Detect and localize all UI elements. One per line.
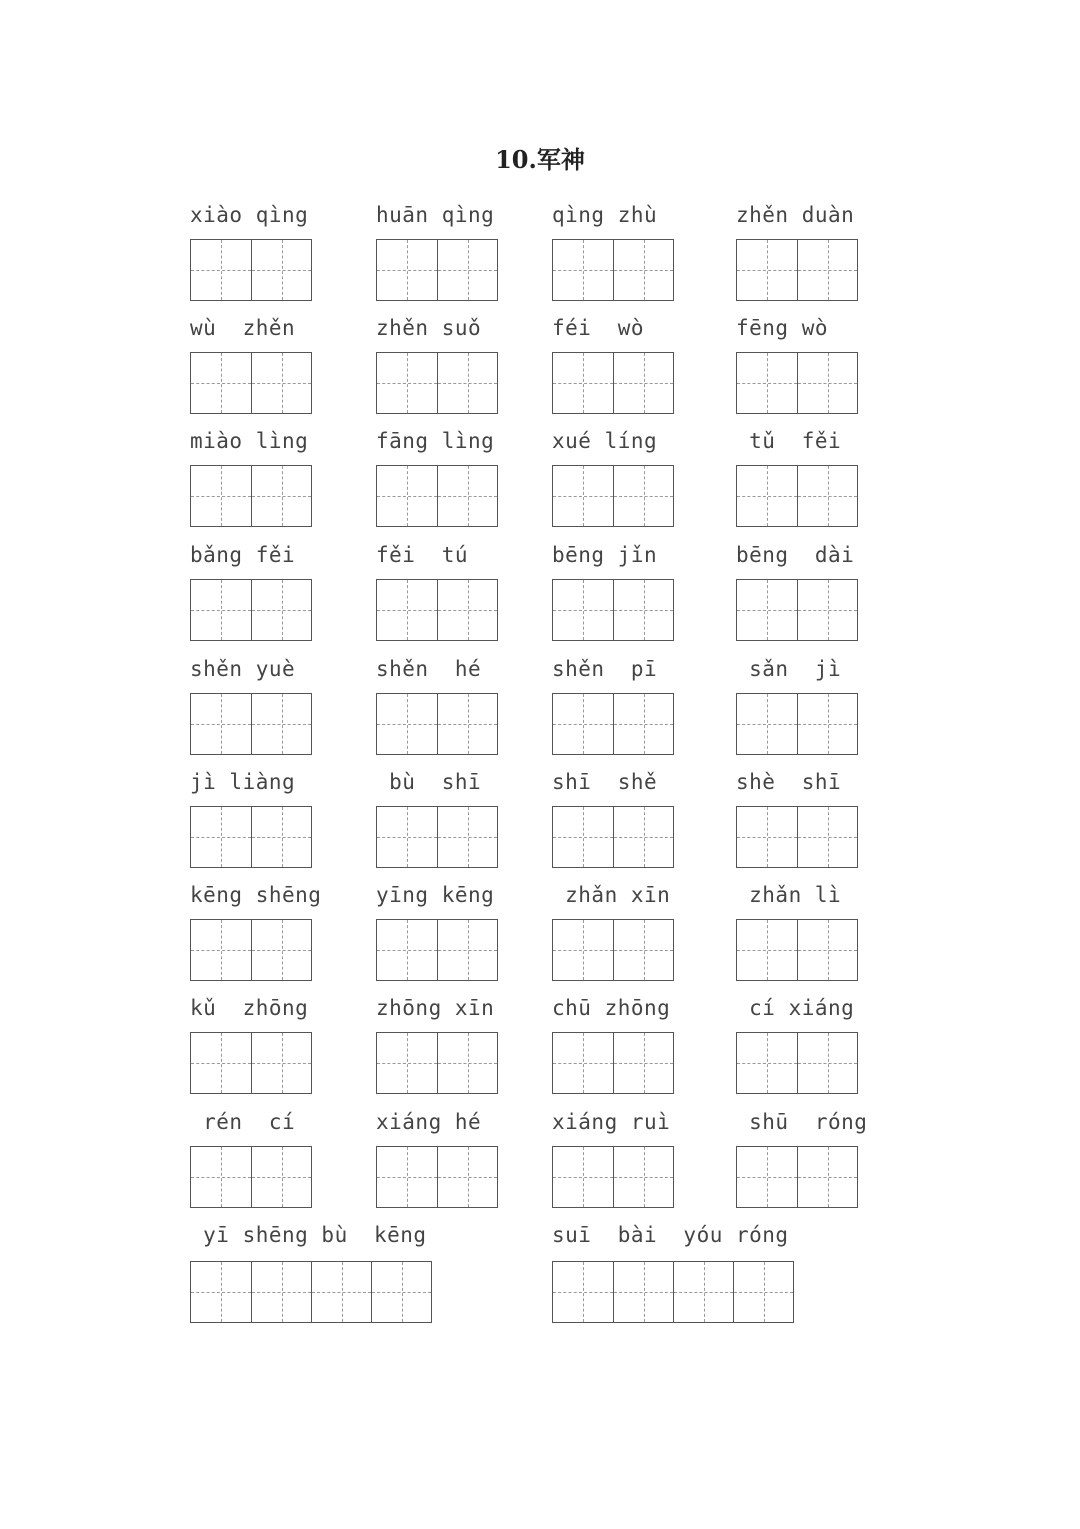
word-item [376, 770, 536, 794]
character-box[interactable] [613, 920, 673, 980]
character-box[interactable] [377, 466, 437, 526]
character-box[interactable] [437, 920, 497, 980]
writing-boxes[interactable] [190, 693, 312, 755]
word-item [376, 883, 536, 907]
writing-boxes[interactable] [552, 239, 674, 301]
character-box[interactable] [553, 1147, 613, 1207]
writing-boxes[interactable] [190, 806, 312, 868]
phrase-item [190, 1223, 490, 1247]
word-item [190, 996, 350, 1020]
pinyin-label: zhǎn xīn [552, 883, 671, 907]
pinyin-label: shěn yuè [190, 657, 296, 681]
character-box[interactable] [437, 1147, 497, 1207]
word-item [736, 429, 896, 453]
word-item [552, 543, 712, 567]
character-box[interactable] [251, 1033, 311, 1093]
character-box[interactable] [613, 1033, 673, 1093]
writing-boxes[interactable] [552, 1261, 794, 1323]
character-box[interactable] [437, 807, 497, 867]
writing-boxes[interactable] [552, 1146, 674, 1208]
pinyin-label: rén cí [190, 1110, 296, 1134]
pinyin-label: shū róng [736, 1110, 868, 1134]
pinyin-label: kǔ zhōng [190, 996, 309, 1020]
character-box[interactable] [797, 807, 857, 867]
character-box[interactable] [613, 580, 673, 640]
character-box[interactable] [797, 920, 857, 980]
writing-boxes[interactable] [552, 693, 674, 755]
character-box[interactable] [251, 920, 311, 980]
character-box[interactable] [553, 807, 613, 867]
character-box[interactable] [437, 466, 497, 526]
writing-boxes[interactable] [736, 693, 858, 755]
writing-boxes[interactable] [376, 352, 498, 414]
character-box[interactable] [553, 580, 613, 640]
word-item [736, 883, 896, 907]
writing-boxes[interactable] [552, 352, 674, 414]
writing-boxes[interactable] [736, 239, 858, 301]
writing-boxes[interactable] [736, 1146, 858, 1208]
word-item [190, 316, 350, 340]
pinyin-label: xiào qìng [190, 203, 309, 227]
character-box[interactable] [377, 580, 437, 640]
writing-boxes[interactable] [190, 919, 312, 981]
word-item [736, 316, 896, 340]
character-box[interactable] [191, 240, 251, 300]
pinyin-label: xué líng [552, 429, 658, 453]
word-item [552, 316, 712, 340]
pinyin-label: yī shēng bù kēng [190, 1223, 427, 1247]
word-item [552, 770, 712, 794]
writing-boxes[interactable] [376, 579, 498, 641]
character-box[interactable] [191, 466, 251, 526]
character-box[interactable] [613, 1147, 673, 1207]
pinyin-label: chū zhōng [552, 996, 671, 1020]
character-box[interactable] [191, 1262, 251, 1322]
character-box[interactable] [673, 1262, 733, 1322]
phrase-item [552, 1223, 852, 1247]
character-box[interactable] [613, 353, 673, 413]
word-item [552, 203, 712, 227]
pinyin-label: bēng jǐn [552, 543, 658, 567]
character-box[interactable] [251, 807, 311, 867]
character-box[interactable] [797, 353, 857, 413]
pinyin-label: sǎn jì [736, 657, 842, 681]
writing-boxes[interactable] [736, 352, 858, 414]
writing-boxes[interactable] [552, 579, 674, 641]
character-box[interactable] [613, 240, 673, 300]
writing-boxes[interactable] [376, 1032, 498, 1094]
character-box[interactable] [251, 240, 311, 300]
character-box[interactable] [191, 1033, 251, 1093]
character-box[interactable] [251, 580, 311, 640]
word-item [552, 996, 712, 1020]
character-box[interactable] [553, 1033, 613, 1093]
pinyin-label: bù shī [376, 770, 482, 794]
writing-boxes[interactable] [736, 806, 858, 868]
character-box[interactable] [191, 694, 251, 754]
pinyin-label: féi wò [552, 316, 645, 340]
character-box[interactable] [191, 807, 251, 867]
character-box[interactable] [737, 1033, 797, 1093]
word-item [736, 543, 896, 567]
pinyin-label: zhǎn lì [736, 883, 842, 907]
character-box[interactable] [797, 466, 857, 526]
character-box[interactable] [553, 240, 613, 300]
character-box[interactable] [437, 353, 497, 413]
writing-boxes[interactable] [736, 579, 858, 641]
character-box[interactable] [737, 580, 797, 640]
character-box[interactable] [553, 1262, 613, 1322]
pinyin-label: zhōng xīn [376, 996, 495, 1020]
character-box[interactable] [737, 807, 797, 867]
character-box[interactable] [737, 920, 797, 980]
word-item [190, 543, 350, 567]
page-title: 10.军神 [495, 145, 585, 174]
pinyin-label: suī bài yóu róng [552, 1223, 789, 1247]
character-box[interactable] [553, 353, 613, 413]
pinyin-label: qìng zhù [552, 203, 658, 227]
writing-boxes[interactable] [376, 1146, 498, 1208]
character-box[interactable] [191, 353, 251, 413]
character-box[interactable] [191, 1147, 251, 1207]
character-box[interactable] [613, 1262, 673, 1322]
pinyin-label: bēng dài [736, 543, 855, 567]
word-item [190, 1110, 350, 1134]
character-box[interactable] [613, 694, 673, 754]
pinyin-label: cí xiáng [736, 996, 855, 1020]
pinyin-label: miào lìng [190, 429, 309, 453]
character-box[interactable] [797, 1147, 857, 1207]
word-item [736, 1110, 896, 1134]
character-box[interactable] [377, 1033, 437, 1093]
word-item [190, 429, 350, 453]
writing-boxes[interactable] [190, 1146, 312, 1208]
character-box[interactable] [553, 920, 613, 980]
character-box[interactable] [797, 580, 857, 640]
word-item [736, 996, 896, 1020]
character-box[interactable] [737, 466, 797, 526]
writing-boxes[interactable] [190, 465, 312, 527]
word-item [376, 1110, 536, 1134]
pinyin-label: jì liàng [190, 770, 296, 794]
pinyin-label: zhěn suǒ [376, 316, 482, 340]
pinyin-label: xiáng ruì [552, 1110, 671, 1134]
word-item [190, 770, 350, 794]
character-box[interactable] [437, 240, 497, 300]
word-item [552, 883, 712, 907]
character-box[interactable] [377, 694, 437, 754]
character-box[interactable] [437, 694, 497, 754]
character-box[interactable] [797, 240, 857, 300]
word-item [190, 883, 350, 907]
character-box[interactable] [377, 353, 437, 413]
pinyin-label: tǔ fěi [736, 429, 842, 453]
writing-boxes[interactable] [376, 919, 498, 981]
word-item [376, 996, 536, 1020]
word-item [736, 203, 896, 227]
character-box[interactable] [553, 466, 613, 526]
word-item [376, 657, 536, 681]
pinyin-label: huān qìng [376, 203, 495, 227]
character-box[interactable] [553, 694, 613, 754]
pinyin-label: shěn pī [552, 657, 658, 681]
character-box[interactable] [737, 1147, 797, 1207]
writing-boxes[interactable] [190, 352, 312, 414]
character-box[interactable] [613, 807, 673, 867]
word-item [190, 203, 350, 227]
writing-boxes[interactable] [190, 579, 312, 641]
writing-boxes[interactable] [376, 239, 498, 301]
character-box[interactable] [797, 1033, 857, 1093]
pinyin-label: wù zhěn [190, 316, 296, 340]
pinyin-label: fāng lìng [376, 429, 495, 453]
character-box[interactable] [251, 466, 311, 526]
pinyin-label: xiáng hé [376, 1110, 482, 1134]
pinyin-label: fěi tú [376, 543, 469, 567]
character-box[interactable] [191, 920, 251, 980]
character-box[interactable] [737, 240, 797, 300]
character-box[interactable] [191, 580, 251, 640]
pinyin-label: shī shě [552, 770, 658, 794]
character-box[interactable] [377, 1147, 437, 1207]
pinyin-label: shè shī [736, 770, 842, 794]
character-box[interactable] [251, 353, 311, 413]
writing-boxes[interactable] [376, 465, 498, 527]
writing-boxes[interactable] [736, 1032, 858, 1094]
word-item [552, 429, 712, 453]
character-box[interactable] [613, 466, 673, 526]
writing-boxes[interactable] [190, 239, 312, 301]
character-box[interactable] [311, 1262, 371, 1322]
character-box[interactable] [437, 1033, 497, 1093]
character-box[interactable] [737, 353, 797, 413]
character-box[interactable] [251, 694, 311, 754]
word-item [376, 203, 536, 227]
character-box[interactable] [437, 580, 497, 640]
writing-boxes[interactable] [736, 919, 858, 981]
character-box[interactable] [377, 240, 437, 300]
writing-boxes[interactable] [376, 693, 498, 755]
pinyin-label: fēng wò [736, 316, 829, 340]
writing-boxes[interactable] [552, 806, 674, 868]
writing-boxes[interactable] [376, 806, 498, 868]
word-item [552, 1110, 712, 1134]
writing-boxes[interactable] [190, 1032, 312, 1094]
character-box[interactable] [797, 694, 857, 754]
word-item [376, 429, 536, 453]
writing-boxes[interactable] [552, 1032, 674, 1094]
word-item [736, 770, 896, 794]
character-box[interactable] [371, 1262, 431, 1322]
pinyin-label: yīng kēng [376, 883, 495, 907]
pinyin-label: shěn hé [376, 657, 482, 681]
pinyin-label: zhěn duàn [736, 203, 855, 227]
writing-boxes[interactable] [552, 919, 674, 981]
character-box[interactable] [733, 1262, 793, 1322]
pinyin-label: kēng shēng [190, 883, 322, 907]
writing-boxes[interactable] [190, 1261, 432, 1323]
word-item [190, 657, 350, 681]
character-box[interactable] [251, 1262, 311, 1322]
writing-boxes[interactable] [736, 465, 858, 527]
character-box[interactable] [377, 807, 437, 867]
word-item [736, 657, 896, 681]
character-box[interactable] [377, 920, 437, 980]
word-item [552, 657, 712, 681]
writing-boxes[interactable] [552, 465, 674, 527]
character-box[interactable] [251, 1147, 311, 1207]
word-item [376, 316, 536, 340]
pinyin-label: bǎng fěi [190, 543, 296, 567]
word-item [376, 543, 536, 567]
character-box[interactable] [737, 694, 797, 754]
